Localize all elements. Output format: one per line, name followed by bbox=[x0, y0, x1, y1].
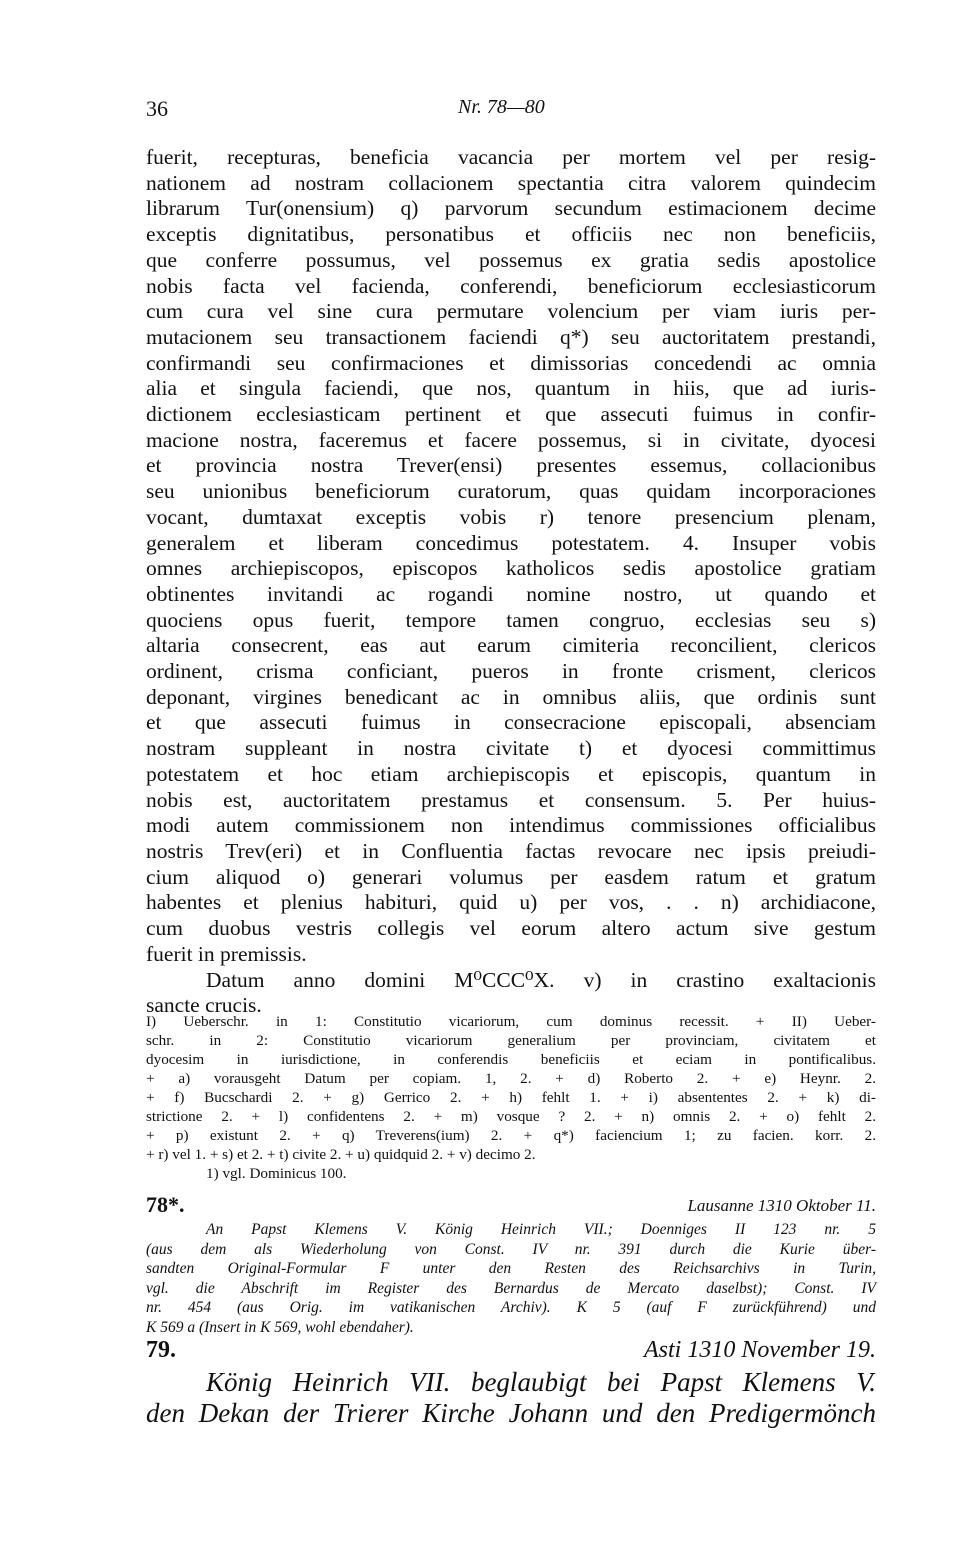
text-line: deponant, virgines benedicant ac in omnibus aliis, que ordinis sunt bbox=[146, 684, 876, 709]
regest-line: An Papst Klemens V. König Heinrich VII.; Doenniges II 123 nr. 5 bbox=[206, 1221, 876, 1238]
text-line: confirmandi seu confirmaciones et dimissorias concedendi ac omnia bbox=[146, 350, 876, 375]
text-line: fuerit in premissis. bbox=[146, 941, 307, 966]
text-line: obtinentes invitandi ac rogandi nomine nostro, ut quando et bbox=[146, 581, 876, 606]
dating-line: Datum anno domini M⁰CCC⁰X. v) in crastino exaltacionis bbox=[206, 967, 876, 992]
text-line: et provincia nostra Trever(ensi) presentes essemus, collacionibus bbox=[146, 453, 876, 478]
text-line: fuerit, recepturas, beneficia vacancia per mortem vel per resig- bbox=[146, 145, 876, 169]
text-line: mutacionem seu transactionem faciendi q*) seu auctoritatem prestandi, bbox=[146, 324, 876, 349]
footnote-line: + f) Bucschardi 2. + g) Gerrico 2. + h) fehlt 1. + i) absententes 2. + k) di- bbox=[146, 1089, 876, 1106]
document-78 bbox=[146, 1192, 876, 1336]
place-date: Lausanne 1310 Oktober 11. bbox=[687, 1196, 876, 1215]
text-line: seu unionibus beneficiorum curatorum, quas quidam incorporaciones bbox=[146, 479, 876, 504]
document-number: 78*. bbox=[146, 1192, 185, 1217]
text-line: nostris Trev(eri) et in Confluentia factas revocare nec ipsis preiudi- bbox=[146, 838, 876, 863]
main-text bbox=[146, 145, 876, 1019]
document-heading bbox=[146, 1367, 876, 1429]
regest-line: (aus dem als Wiederholung von Const. IV nr. 391 durch die Kurie über- bbox=[146, 1240, 876, 1258]
page-number: 36 bbox=[146, 96, 168, 121]
footnote-line: strictione 2. + l) confidentens 2. + m) vosque ? 2. + n) omnis 2. + o) fehlt 2. bbox=[146, 1108, 876, 1125]
text-line: nationem ad nostram collacionem spectantia citra valorem quindecim bbox=[146, 170, 876, 195]
footnotes bbox=[146, 1012, 876, 1183]
dating-line: sancte crucis. bbox=[146, 993, 262, 1018]
text-line: librarum Tur(onensium) q) parvorum secundum estimacionem decime bbox=[146, 196, 876, 221]
text-line: cium aliquod o) generari volumus per easdem ratum et gratum bbox=[146, 864, 876, 889]
text-line: nobis facta vel facienda, conferendi, beneficiorum ecclesiasticorum bbox=[146, 273, 876, 298]
text-line: nostram suppleant in nostra civitate t) et dyocesi committimus bbox=[146, 736, 876, 761]
footnote-line: dyocesim in iurisdictione, in conferendis beneficiis et eciam in pontificalibus. bbox=[146, 1051, 876, 1068]
regest-line: vgl. die Abschrift im Register des Bernardus de Mercato daselbst); Const. IV bbox=[146, 1279, 876, 1297]
text-line: nobis est, auctoritatem prestamus et consensum. 5. Per huius- bbox=[146, 787, 876, 812]
place-date: Asti 1310 November 19. bbox=[644, 1337, 876, 1363]
text-line: dictionem ecclesiasticam pertinent et que assecuti fuimus in confir- bbox=[146, 402, 876, 427]
footnote-line: schr. in 2: Constitutio vicariorum generalium per provinciam, civitatem et bbox=[146, 1032, 876, 1049]
regest-line: nr. 454 (aus Orig. im vatikanischen Archiv). K 5 (auf F zurückführend) und bbox=[146, 1299, 876, 1316]
document-number: 79. bbox=[146, 1337, 176, 1363]
footnote-reference: 1) vgl. Dominicus 100. bbox=[206, 1165, 347, 1182]
text-line: et que assecuti fuimus in consecracione episcopali, absenciam bbox=[146, 710, 876, 735]
text-line: altaria consecrent, eas aut earum cimiteria reconcilient, clericos bbox=[146, 633, 876, 658]
document-79 bbox=[146, 1337, 876, 1428]
text-line: potestatem et hoc etiam archiepiscopis et episcopis, quantum in bbox=[146, 761, 876, 786]
text-line: exceptis dignitatibus, personatibus et officiis nec non beneficiis, bbox=[146, 222, 876, 247]
footnote-line: + a) vorausgeht Datum per copiam. 1, 2. + d) Roberto 2. + e) Heynr. 2. bbox=[146, 1070, 876, 1087]
heading-line: König Heinrich VII. beglaubigt bei Papst Klemens V. bbox=[206, 1367, 876, 1397]
footnote-line: + p) existunt 2. + q) Treverens(ium) 2. + q*) faciencium 1; zu facien. korr. 2. bbox=[146, 1127, 876, 1144]
regest bbox=[146, 1220, 876, 1337]
text-line: quociens opus fuerit, tempore tamen congruo, ecclesias seu s) bbox=[146, 607, 876, 632]
text-line: modi autem commissionem non intendimus commissiones officialibus bbox=[146, 813, 876, 838]
text-line: alia et singula faciendi, que nos, quantum in hiis, que ad iuris- bbox=[146, 376, 876, 401]
text-line: que conferre possumus, vel possemus ex gratia sedis apostolice bbox=[146, 247, 876, 272]
heading-line: den Dekan der Trierer Kirche Johann und den Predigermönch bbox=[146, 1398, 876, 1428]
text-line: vocant, dumtaxat exceptis vobis r) tenore presencium plenam, bbox=[146, 504, 876, 529]
text-line: cum cura vel sine cura permutare volencium per viam iuris per- bbox=[146, 299, 876, 324]
running-title: Nr. 78—80 bbox=[458, 96, 545, 118]
page-header bbox=[146, 96, 872, 126]
regest-line: sandten Original-Formular F unter den Resten des Reichsarchivs in Turin, bbox=[146, 1260, 876, 1277]
text-line: ordinent, crisma conficiant, pueros in fronte crisment, clericos bbox=[146, 659, 876, 684]
text-line: cum duobus vestris collegis vel eorum altero actum sive gestum bbox=[146, 916, 876, 941]
text-line: macione nostra, faceremus et facere possemus, si in civitate, dyocesi bbox=[146, 427, 876, 452]
text-line: omnes archiepiscopos, episcopos katholicos sedis apostolice gratiam bbox=[146, 556, 876, 581]
text-line: habentes et plenius habituri, quid u) per vos, . . n) archidiacone, bbox=[146, 890, 876, 915]
footnote-line: I) Ueberschr. in 1: Constitutio vicariorum, cum dominus recessit. + II) Ueber- bbox=[146, 1013, 876, 1030]
regest-line: K 569 a (Insert in K 569, wohl ebendaher). bbox=[146, 1318, 414, 1336]
text-line: generalem et liberam concedimus potestatem. 4. Insuper vobis bbox=[146, 530, 876, 555]
footnote-line: + r) vel 1. + s) et 2. + t) civite 2. + u) quidquid 2. + v) decimo 2. bbox=[146, 1146, 536, 1163]
